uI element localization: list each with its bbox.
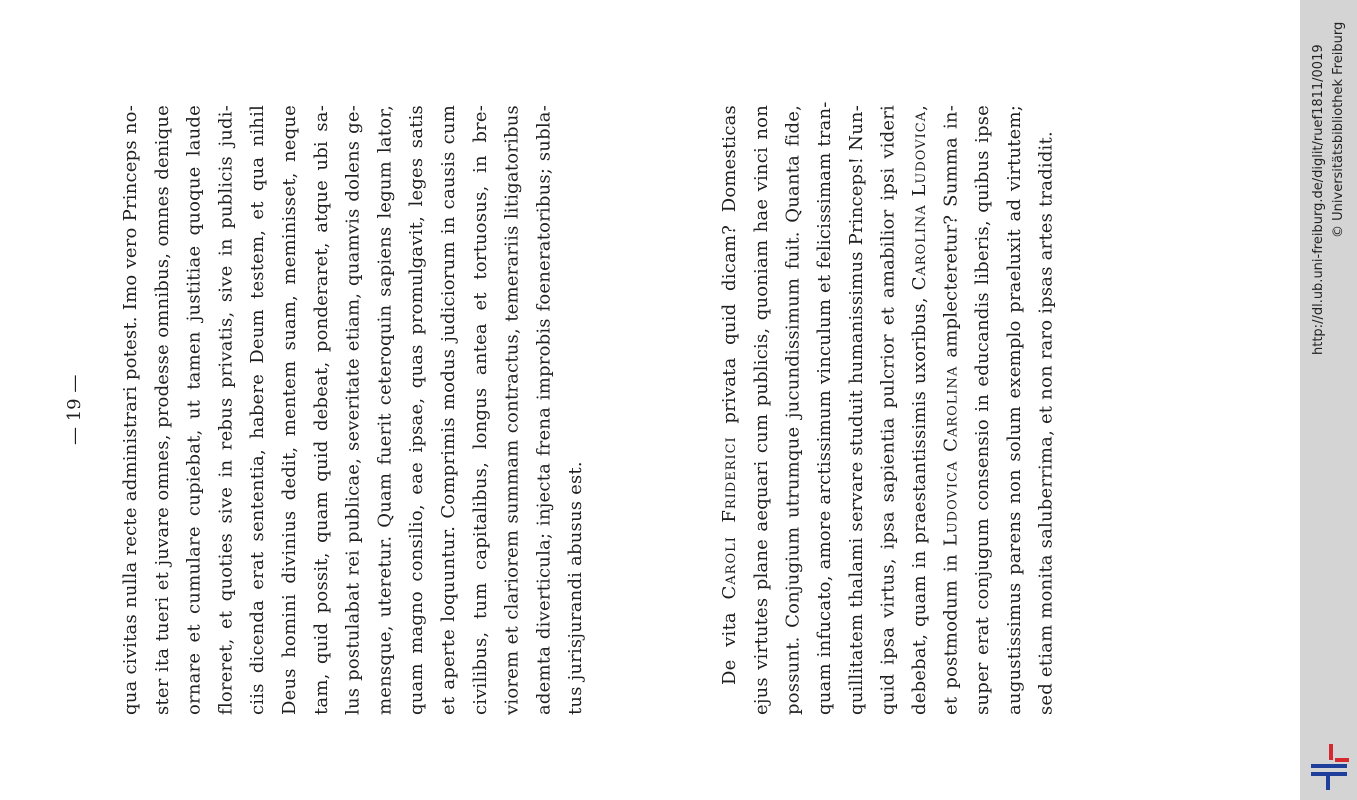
paragraph-2-line-1	[717, 105, 743, 715]
paragraph-2-line: quid ipsa virtus, ipsa sapientia pulcrior et amabilior ipsi videri	[877, 105, 899, 715]
para2-name: Caroli Friderici	[719, 436, 740, 600]
paragraph-2-line: augustissimus parens non solum exemplo praeluxit ad virtutem;	[1003, 105, 1025, 715]
paragraph-1-line: Deus homini divinius dedit, mentem suam, meminisset, neque	[279, 105, 300, 715]
paragraph-1-line: mensque, uteretur. Quam fuerit ceteroquin sapiens legum lator,	[374, 105, 396, 715]
para2-rest: privata quid dicam? Domesticas	[719, 105, 740, 437]
paragraph-1-line: lus postulabat rei publicae, severitate etiam, quamvis dolens ge-	[342, 105, 364, 715]
paragraph-1-line: viorem et clariorem summam contractus, temerariis litigatoribus	[501, 105, 523, 715]
paragraph-1-line: floreret, et quoties sive in rebus privatis, sive in publicis judi-	[215, 105, 237, 715]
paragraph-2-line: quam infucato, amore arctissimum vinculum et felicissimam tran-	[814, 101, 836, 715]
source-url[interactable]: http://dl.ub.uni-freiburg.de/diglit/ruef1811/0019	[1311, 44, 1326, 355]
paragraph-1-line: tam, quid possit, quam quid debeat, ponderaret, atque ubi sa-	[310, 105, 332, 715]
paragraph-2-line: super erat conjugum consensio in educandis liberis, quibus ipse	[972, 105, 994, 715]
para2-intro: De vita	[719, 599, 740, 685]
page-number: — 19 —	[64, 374, 85, 445]
line-text: debebat, quam in praestantissimis uxoribus,	[909, 290, 930, 715]
paragraph-1-line: ciis dicenda erat sententia, habere Deum testem, et qua nihil	[247, 105, 269, 715]
copyright-text: © Universitätsbibliothek Freiburg	[1331, 21, 1346, 238]
paragraph-2-line: possunt. Conjugium utrumque jucundissimum fuit. Quanta fide,	[782, 105, 804, 715]
name-carolina-ludovica: Carolina Ludovica	[909, 110, 930, 291]
paragraph-2-line: quillitatem thalami servare studuit humanissimus Princeps! Nun-	[845, 105, 867, 715]
paragraph-1-line: civilibus, tum capitalibus, longus antea et tortuosus, in bre-	[469, 105, 491, 715]
paragraph-2-line: ejus virtutes plane aequari cum publicis, quoniam hae vinci non	[751, 105, 772, 715]
paragraph-2-line	[939, 105, 965, 715]
paragraph-2-line: sed etiam monita saluberrima, et non raro ipsas artes tradidit.	[1035, 131, 1057, 715]
library-sidebar	[1300, 0, 1357, 800]
paragraph-1-line: ster ita tueri et juvare omnes, prodesse omnibus, omnes denique	[151, 105, 173, 715]
paragraph-1-line: ademta diverticula; injecta frena improbis foeneratoribus; subla-	[533, 105, 555, 715]
line-text: et postmodum in	[940, 546, 962, 715]
paragraph-1-line: quam magno consilio, eae ipsae, quas promulgavit, leges satis	[406, 105, 428, 715]
line-rest: amplecteretur? Summa in-	[940, 105, 962, 366]
paragraph-1-line: ornare et cumulare cupiebat, ut tamen justitiae quoque laude	[183, 105, 205, 715]
line-end: ,	[909, 105, 930, 111]
paragraph-1-line: tus jurisjurandi abusus est.	[565, 461, 587, 715]
paragraph-1-line: qua civitas nulla recte administrari potest. Imo vero Princeps no-	[120, 105, 141, 715]
university-library-logo-icon	[1309, 742, 1351, 792]
paragraph-2-line	[907, 105, 933, 715]
paragraph-1-line: et aperte loquuntur. Comprimis modus judiciorum in causis cum	[438, 105, 459, 715]
name-ludovica-carolina: Ludovica Carolina	[940, 365, 962, 547]
